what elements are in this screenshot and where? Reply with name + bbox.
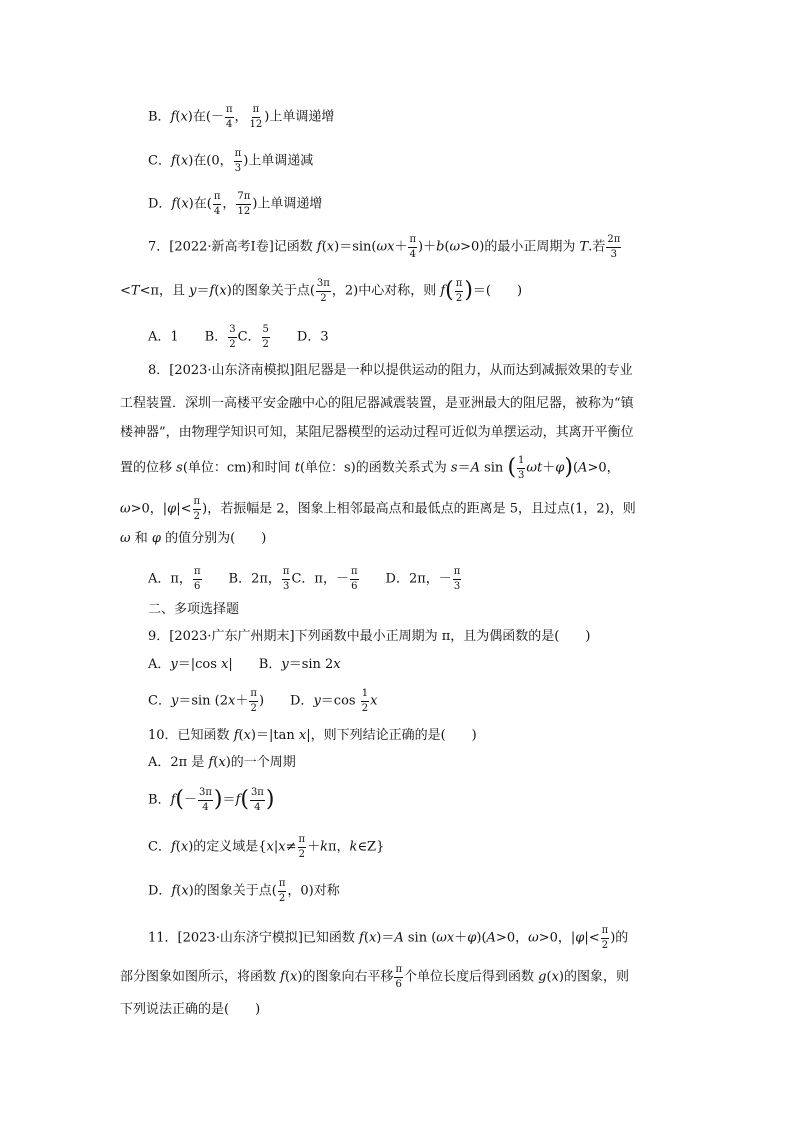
math-variable: ω: [449, 239, 461, 255]
math-variable: φ: [575, 930, 585, 946]
math-variable: x: [387, 239, 395, 255]
math-variable: x: [181, 883, 189, 899]
text-run: ≠: [285, 839, 297, 855]
math-variable: x: [218, 755, 226, 770]
text-run: (单位：s)的函数关系式为: [299, 460, 451, 476]
text-run: )上单调递增: [252, 196, 323, 212]
question-8-line-1: [148, 364, 633, 377]
text-run: ＝|cos: [177, 657, 222, 672]
text-run: (: [444, 239, 450, 255]
text-run: | B．: [228, 657, 282, 672]
text-run: B．2π，: [202, 571, 281, 587]
text-run: (: [213, 755, 219, 770]
math-variable: t: [537, 460, 543, 476]
text-run: )的图象向右平移: [297, 969, 394, 985]
text-run: )的图象关于点(: [226, 283, 315, 299]
fraction-numerator: 2π: [606, 234, 621, 248]
math-variable: f: [170, 153, 176, 169]
text-run: B．: [148, 792, 171, 808]
math-variable: A: [578, 460, 588, 476]
fraction-numerator: π: [408, 234, 417, 248]
math-variable: b: [436, 239, 445, 255]
text-run: 工程装置．深圳一高楼平安金融中心的阻尼器减震装置，是亚洲最大的阻尼器，被称为“镇: [120, 396, 634, 411]
text-run: )＝sin(: [334, 239, 377, 255]
text-run: ＝: [222, 792, 236, 808]
fraction-denominator: 2: [455, 292, 463, 304]
math-variable: x: [180, 839, 189, 855]
math-variable: x: [266, 839, 274, 855]
math-variable: f: [171, 883, 177, 899]
fraction-denominator: 3: [610, 248, 617, 260]
fraction: [262, 324, 270, 350]
text-run: |，则下列结论正确的是( ): [306, 728, 477, 743]
section-multiple-choice-heading: [148, 603, 239, 616]
fraction: [606, 234, 621, 260]
text-run: )上单调递增: [264, 109, 335, 125]
fraction: [193, 566, 202, 592]
large-parenthesis: ): [213, 787, 223, 812]
text-run: 和: [130, 531, 152, 546]
math-variable: x: [326, 239, 335, 255]
text-run: (: [321, 239, 327, 255]
fraction-denominator: 2: [250, 702, 257, 714]
text-run: ＝sin (2: [178, 693, 228, 709]
fraction-denominator: 12: [237, 205, 251, 217]
fraction-denominator: 3: [282, 580, 290, 592]
text-run: sin: [479, 460, 508, 476]
math-variable: y: [189, 283, 197, 299]
fraction-numerator: π: [225, 104, 234, 118]
text-run: D．: [148, 196, 172, 212]
text-run: ＝: [457, 460, 471, 476]
large-parenthesis: ): [464, 278, 473, 303]
fraction-numerator: 1: [361, 688, 369, 702]
question-9-options-ab: [148, 658, 341, 671]
math-variable: f: [209, 283, 215, 299]
question-8-line-4: [120, 455, 620, 481]
text-run: .若: [588, 239, 606, 255]
text-run: (: [238, 728, 244, 743]
text-run: |<: [584, 930, 600, 946]
text-run: |<: [176, 501, 192, 517]
fraction: [298, 834, 307, 860]
math-variable: x: [298, 728, 307, 743]
text-run: )在(: [188, 196, 212, 212]
question-8-line-2: [120, 397, 634, 410]
math-variable: ω: [528, 930, 539, 946]
math-variable: x: [278, 839, 286, 855]
text-run: ＝cos: [320, 693, 360, 709]
math-variable: A: [470, 460, 480, 476]
fraction-denominator: 2: [601, 939, 609, 951]
math-variable: T: [579, 239, 589, 255]
text-run: －: [183, 792, 197, 808]
question-8-line-6: [120, 532, 266, 545]
text-run: ＝( ): [472, 283, 523, 299]
math-variable: y: [313, 693, 321, 709]
text-run: >0，|: [538, 930, 576, 946]
math-variable: ω: [120, 501, 131, 517]
math-variable: k: [349, 839, 358, 855]
math-variable: φ: [467, 930, 477, 946]
text-run: (: [175, 839, 181, 855]
fraction-denominator: 3: [518, 469, 525, 481]
math-variable: f: [235, 792, 241, 808]
math-variable: x: [228, 693, 236, 709]
text-run: (: [214, 283, 220, 299]
text-run: 置的位移: [120, 460, 177, 476]
text-run: (: [572, 460, 579, 476]
math-variable: f: [170, 839, 176, 855]
math-variable: ω: [120, 531, 131, 546]
fraction-numerator: π: [249, 688, 258, 702]
fraction: [249, 104, 264, 130]
math-variable: ω: [436, 930, 447, 946]
fraction-denominator: 2: [278, 892, 286, 904]
fraction-numerator: π: [298, 834, 307, 848]
math-variable: φ: [151, 531, 161, 546]
question-10-option-c: [148, 834, 384, 860]
fraction-numerator: 3: [228, 324, 236, 338]
math-variable: f: [359, 930, 364, 946]
fraction-numerator: π: [252, 104, 261, 118]
math-variable: x: [446, 930, 455, 946]
math-variable: φ: [555, 460, 565, 476]
text-run: C．π，－: [291, 571, 349, 587]
question-7-line-1: [148, 234, 622, 260]
text-run: 的值分别为( ): [160, 531, 267, 546]
math-variable: f: [440, 283, 446, 299]
option-b-line: [148, 104, 334, 130]
math-variable: x: [180, 109, 188, 125]
fraction-numerator: 1: [517, 455, 525, 469]
question-9-stem: [148, 630, 590, 643]
fraction: [601, 925, 610, 951]
fraction-denominator: 6: [395, 978, 402, 990]
fraction: [408, 234, 417, 260]
text-run: >0，: [587, 460, 620, 476]
text-run: 个单位长度后得到函数: [404, 969, 539, 985]
math-variable: y: [170, 693, 179, 709]
fraction-denominator: 3: [234, 162, 242, 174]
text-run: (: [176, 196, 182, 212]
fraction: [282, 566, 291, 592]
fraction-denominator: 3: [453, 580, 461, 592]
math-variable: x: [370, 693, 378, 709]
fraction-denominator: 6: [351, 580, 358, 592]
text-run: D．3: [270, 329, 329, 345]
text-run: )在(0，: [188, 153, 233, 169]
math-variable: t: [294, 460, 300, 476]
fraction-denominator: 2: [229, 338, 236, 350]
fraction: [455, 278, 464, 304]
question-11-line-2: [120, 964, 629, 990]
fraction-denominator: 2: [298, 848, 305, 860]
question-9-options-cd: [148, 688, 377, 714]
question-7-options: [148, 324, 329, 350]
math-variable: x: [368, 930, 377, 946]
text-run: ，2)中心对称，则: [331, 283, 441, 299]
text-run: D．: [148, 883, 172, 899]
question-8-line-5: [120, 496, 636, 522]
fraction-numerator: π: [213, 191, 222, 205]
text-run: (单位：cm)和时间: [182, 460, 295, 476]
text-run: C．: [148, 839, 171, 855]
text-run: C．: [148, 693, 171, 709]
text-run: 二、多项选择题: [148, 602, 240, 617]
text-run: ＝: [196, 283, 210, 299]
text-run: π，: [328, 839, 350, 855]
text-run: (: [175, 109, 181, 125]
fraction-numerator: π: [601, 925, 610, 939]
math-variable: f: [280, 969, 285, 985]
text-run: D．2π，－: [359, 571, 452, 587]
text-run: ＝sin 2: [288, 657, 334, 672]
large-parenthesis: (: [175, 787, 184, 812]
text-run: )的图象，则: [558, 969, 629, 985]
text-run: ，: [222, 196, 236, 212]
text-run: 楼神器”，由物理学知识可知，某阻尼器模型的运动过程可近似为单摆运动，其离开平衡位: [120, 425, 634, 440]
fraction-numerator: π: [455, 278, 464, 292]
fraction-denominator: 4: [213, 205, 221, 217]
text-run: 8．[2023·山东济南模拟]阻尼器是一种以提供运动的阻力，从而达到减振效果的专业: [148, 363, 633, 378]
text-run: A．π，: [148, 571, 192, 587]
fraction-denominator: 4: [254, 801, 261, 813]
large-parenthesis: (: [445, 278, 454, 303]
math-variable: x: [180, 153, 189, 169]
question-8-line-3: [120, 426, 634, 439]
math-variable: f: [171, 196, 177, 212]
text-run: )在(－: [187, 109, 224, 125]
math-variable: T: [130, 283, 140, 299]
math-variable: x: [221, 657, 229, 672]
text-run: 10．已知函数: [148, 728, 234, 743]
text-run: )的图象关于点(: [188, 883, 277, 899]
fraction: [316, 278, 331, 304]
question-8-options: [148, 566, 462, 592]
fraction-numerator: π: [453, 566, 462, 580]
fraction: [198, 787, 213, 813]
math-variable: f: [208, 755, 214, 770]
text-run: 部分图象如图所示，将函数: [120, 969, 281, 985]
text-run: )的一个周期: [225, 755, 296, 770]
fraction: [453, 566, 462, 592]
fraction: [517, 455, 525, 481]
text-run: ＋: [307, 839, 321, 855]
text-run: ，: [234, 109, 248, 125]
math-variable: f: [170, 109, 176, 125]
text-run: B．: [148, 109, 171, 125]
text-run: )的定义域是{: [188, 839, 267, 855]
fraction: [225, 104, 234, 130]
text-run: A．1 B．: [148, 329, 228, 345]
text-run: 7．[2022·新高考Ⅰ卷]记函数: [148, 239, 317, 255]
text-run: 11．[2023·山东济宁模拟]已知函数: [148, 930, 360, 946]
text-run: <: [120, 283, 131, 299]
math-variable: x: [181, 196, 189, 212]
large-parenthesis: ): [265, 787, 275, 812]
fraction-numerator: π: [193, 566, 202, 580]
fraction: [234, 148, 243, 174]
text-run: )，若振幅是 2，图象上相邻最高点和最低点的距离是 5，且过点(1，2)，则: [202, 501, 636, 517]
question-10-option-a: [148, 756, 296, 769]
fraction: [249, 688, 258, 714]
large-parenthesis: (: [240, 787, 249, 812]
math-variable: ω: [376, 239, 388, 255]
fraction-denominator: 2: [320, 292, 327, 304]
text-run: ＋: [394, 239, 408, 255]
fraction-denominator: 2: [193, 510, 201, 522]
fraction-numerator: 3π: [316, 278, 331, 292]
math-variable: f: [316, 239, 322, 255]
text-run: >0)的最小正周期为: [460, 239, 580, 255]
question-7-line-2: [120, 278, 522, 304]
fraction: [193, 496, 202, 522]
fraction-denominator: 4: [202, 801, 209, 813]
math-variable: k: [320, 839, 328, 855]
text-run: (: [175, 153, 181, 169]
math-variable: x: [219, 283, 227, 299]
text-run: >0，: [495, 930, 529, 946]
text-run: )＋: [418, 239, 437, 255]
option-c-line: [148, 148, 313, 174]
text-run: 9．[2023·广东广州期末]下列函数中最小正周期为 π，且为偶函数的是( ): [148, 629, 591, 644]
question-11-line-3: [120, 1003, 260, 1016]
math-variable: φ: [167, 501, 177, 517]
text-run: )的: [610, 930, 629, 946]
text-run: C．: [237, 329, 261, 345]
text-run: (: [176, 883, 182, 899]
fraction: [250, 787, 265, 813]
fraction-numerator: π: [394, 964, 403, 978]
large-parenthesis: (: [507, 455, 517, 480]
fraction-denominator: 4: [409, 248, 416, 260]
question-10-stem: [148, 729, 477, 742]
math-variable: f: [233, 728, 239, 743]
fraction: [361, 688, 369, 714]
math-variable: s: [450, 460, 458, 476]
fraction-numerator: π: [234, 148, 243, 162]
text-run: A．2π 是: [148, 755, 209, 770]
fraction-denominator: 2: [361, 702, 369, 714]
math-variable: x: [243, 728, 251, 743]
text-run: ＋: [235, 693, 249, 709]
math-variable: g: [538, 969, 547, 985]
question-11-line-1: [148, 925, 628, 951]
math-variable: x: [551, 969, 559, 985]
text-run: ∈Z}: [357, 839, 385, 855]
math-variable: ω: [526, 460, 538, 476]
fraction-numerator: π: [193, 496, 202, 510]
text-run: (: [363, 930, 369, 946]
text-run: (: [546, 969, 552, 985]
fraction-numerator: 7π: [236, 191, 251, 205]
text-run: 下列说法正确的是( ): [120, 1002, 261, 1017]
text-run: ＋: [542, 460, 556, 476]
math-variable: f: [170, 792, 176, 808]
fraction-numerator: 5: [262, 324, 270, 338]
fraction: [350, 566, 359, 592]
math-variable: x: [333, 657, 341, 672]
fraction-numerator: π: [278, 878, 287, 892]
text-run: ) D．: [258, 693, 314, 709]
text-run: |: [273, 839, 279, 855]
fraction-denominator: 4: [226, 118, 233, 130]
math-variable: A: [394, 930, 404, 946]
question-10-option-d: [148, 878, 340, 904]
fraction-numerator: 3π: [250, 787, 265, 801]
fraction: [213, 191, 222, 217]
text-run: C．: [148, 153, 171, 169]
fraction: [278, 878, 287, 904]
math-variable: y: [170, 657, 178, 672]
fraction: [394, 964, 403, 990]
text-run: ＋: [454, 930, 468, 946]
text-run: )＝|tan: [250, 728, 299, 743]
fraction-numerator: π: [350, 566, 359, 580]
question-10-option-b: [148, 787, 274, 813]
text-run: (: [284, 969, 291, 985]
math-variable: x: [290, 969, 298, 985]
text-run: >0，|: [130, 501, 168, 517]
math-variable: s: [176, 460, 183, 476]
math-variable: y: [281, 657, 289, 672]
fraction: [236, 191, 251, 217]
text-run: <π，且: [139, 283, 190, 299]
math-variable: A: [486, 930, 496, 946]
fraction-denominator: 2: [262, 338, 269, 350]
fraction-numerator: 3π: [198, 787, 213, 801]
option-d-line: [148, 191, 322, 217]
fraction: [228, 324, 236, 350]
text-run: )＝: [376, 930, 395, 946]
large-parenthesis: ): [564, 455, 573, 480]
text-run: A．: [148, 657, 171, 672]
text-run: sin (: [403, 930, 437, 946]
text-run: )上单调递减: [243, 153, 314, 169]
fraction-denominator: 6: [194, 580, 201, 592]
fraction-numerator: π: [282, 566, 291, 580]
text-run: ，0)对称: [287, 883, 340, 899]
fraction-denominator: 12: [249, 118, 263, 130]
text-run: )(: [476, 930, 487, 946]
